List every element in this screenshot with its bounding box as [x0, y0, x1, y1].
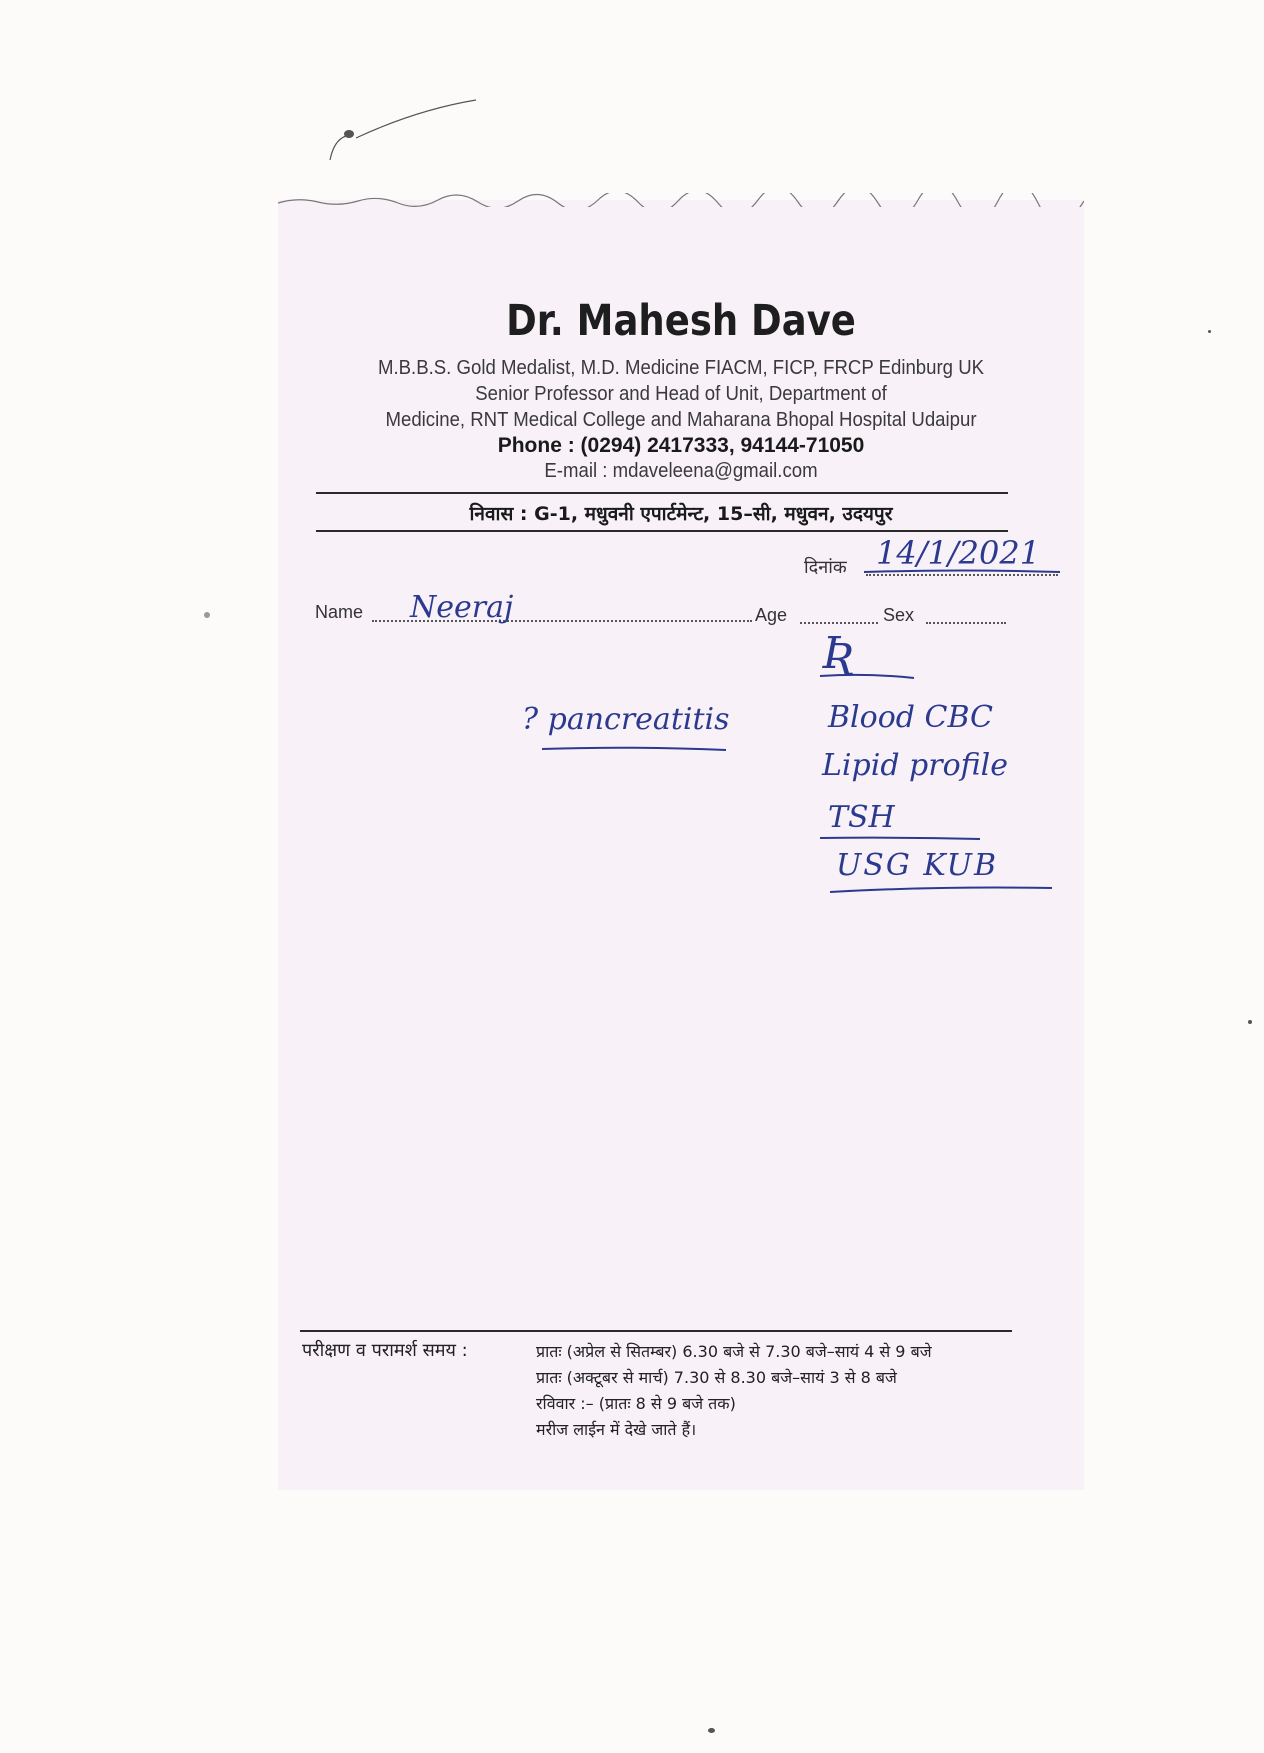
timing-line: रविवार :– (प्रातः 8 से 9 बजे तक)	[536, 1394, 736, 1413]
investigation-item: TSH	[828, 800, 895, 835]
name-label: Name	[315, 602, 364, 622]
handwritten-patient-name: Neeraj	[410, 590, 514, 625]
rx-underline	[818, 672, 918, 682]
address-rule-top	[316, 492, 1008, 494]
position-line-1: Senior Professor and Head of Unit, Department of	[475, 383, 887, 405]
scan-speck	[708, 1728, 715, 1733]
handwritten-date: 14/1/2021	[876, 534, 1041, 572]
age-dotted-line	[800, 622, 878, 624]
timing-line: प्रातः (अक्टूबर से मार्च) 7.30 से 8.30 बजे–सायं 3 से 8 बजे	[536, 1368, 897, 1387]
phone-number: Phone : (0294) 2417333, 94144-71050	[497, 434, 865, 457]
scan-speck	[204, 612, 210, 618]
provisional-diagnosis: ? pancreatitis	[522, 702, 730, 737]
investigation-underline	[818, 834, 984, 844]
age-label: Age	[755, 605, 788, 625]
sex-label: Sex	[883, 605, 915, 625]
pencil-scribble	[326, 90, 486, 170]
scan-speck	[1248, 1020, 1252, 1024]
timing-line: प्रातः (अप्रेल से सितम्बर) 6.30 बजे से 7.30 बजे–सायं 4 से 9 बजे	[536, 1342, 932, 1361]
address-rule-bottom	[316, 530, 1008, 532]
scan-speck	[1208, 330, 1211, 333]
investigation-underline	[828, 884, 1056, 898]
qualifications: M.B.B.S. Gold Medalist, M.D. Medicine FIACM, FICP, FRCP Edinburg UK	[377, 357, 985, 379]
doctor-name: Dr. Mahesh Dave	[506, 296, 856, 346]
residence-address: निवास : G-1, मधुवनी एपार्टमेन्ट, 15–सी, मधुवन, उदयपुर	[469, 503, 893, 525]
torn-edge	[278, 193, 1084, 207]
timing-line: मरीज लाईन में देखे जाते हैं।	[536, 1420, 697, 1439]
investigation-item: Lipid profile	[822, 748, 1009, 783]
investigation-item: Blood CBC	[828, 700, 994, 735]
position-line-2: Medicine, RNT Medical College and Maharana Bhopal Hospital Udaipur	[385, 409, 977, 431]
sex-dotted-line	[926, 622, 1006, 624]
date-label: दिनांक	[804, 557, 847, 578]
timing-label: परीक्षण व परामर्श समय :	[302, 1340, 468, 1361]
investigation-item: USG KUB	[836, 848, 999, 883]
rx-symbol: Ʀ	[822, 628, 856, 679]
email-address: E-mail : mdaveleena@gmail.com	[544, 460, 818, 482]
date-underline	[862, 566, 1062, 578]
diagnosis-underline	[540, 744, 730, 754]
footer-rule	[300, 1330, 1012, 1332]
